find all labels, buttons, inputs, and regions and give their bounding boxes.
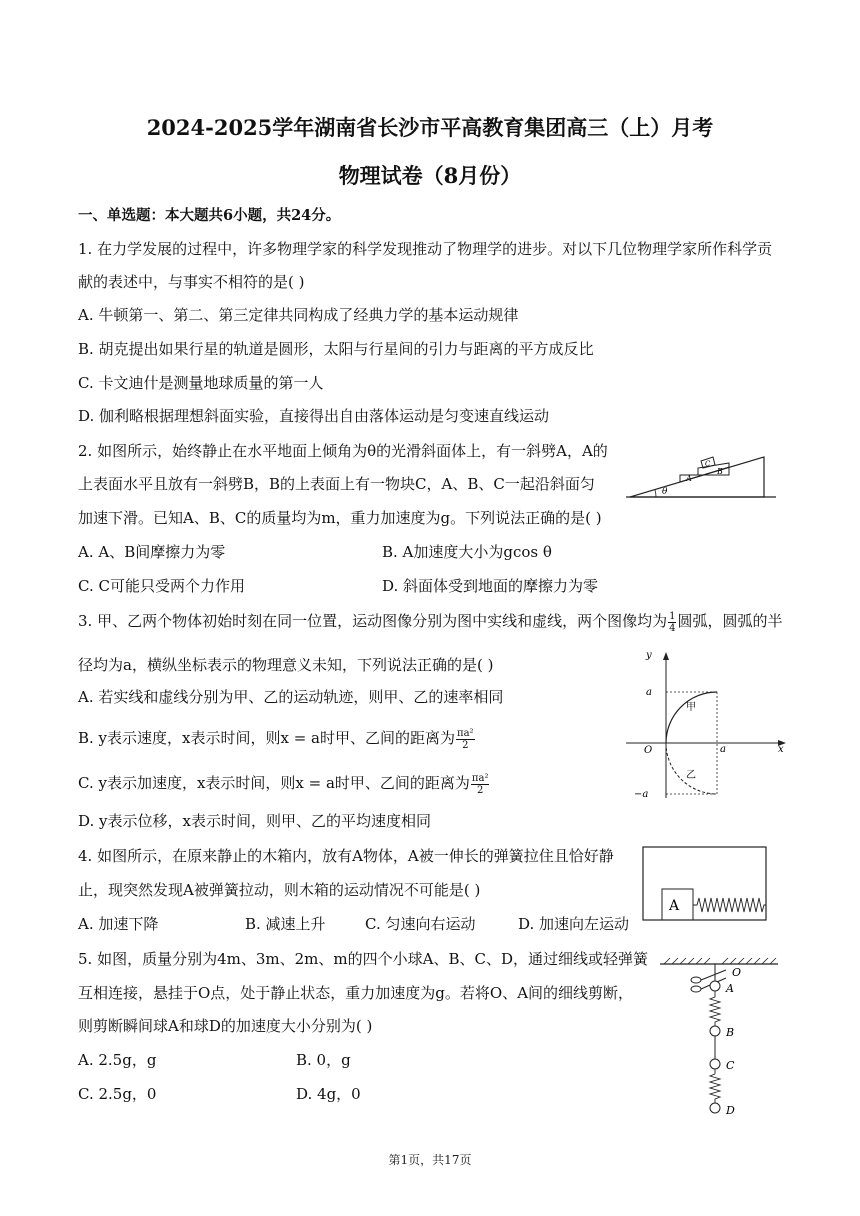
- q2-option-d: D. 斜面体受到地面的摩擦力为零: [382, 577, 599, 595]
- q5-stem-line1: 5. 如图，质量分别为4m、3m、2m、m的四个小球A、B、C、D，通过细线或轻弹簧: [78, 950, 648, 968]
- q4-stem-line2: 止，现突然发现A被弹簧拉动，则木箱的运动情况不可能是( ): [78, 881, 481, 899]
- q3-option-a: A. 若实线和虚线分别为甲、乙的运动轨迹，则甲、乙的速率相同: [78, 688, 504, 706]
- q5-stem-line2: 互相连接，悬挂于O点，处于静止状态，重力加速度为g。若将O、A间的细线剪断，: [78, 984, 634, 1002]
- section-heading: 一、单选题：本大题共6小题，共24分。: [78, 207, 341, 224]
- q3-stem-line1: 3. 甲、乙两个物体初始时刻在同一位置，运动图像分别为图中实线和虚线，两个图像均为 $\frac{1}{4}$ 圆弧，圆弧的半: [78, 610, 783, 634]
- q2-option-c: C. C可能只受两个力作用: [78, 577, 245, 595]
- q3-option-c: C. y表示加速度，x表示时间，则x = a时甲、乙间的距离为 $\frac{\text{πa²}}{2}$: [78, 772, 489, 796]
- q3-jia-label: 甲: [686, 702, 696, 713]
- q3-a-right-label: a: [720, 744, 726, 755]
- q3-arc-graph: [620, 648, 790, 800]
- q2-theta-label: θ: [662, 487, 668, 497]
- q4-block-label: A: [669, 898, 680, 914]
- q4-option-a: A. 加速下降: [78, 915, 159, 933]
- q5-label-b: B: [726, 1026, 735, 1039]
- q3-a-top-label: a: [646, 687, 652, 698]
- q2-stem-line2: 上表面水平且放有一斜劈B，B的上表面上有一物块C，A、B、C一起沿斜面匀: [78, 475, 595, 493]
- q3-origin-label: O: [644, 745, 653, 756]
- q1-stem-line1: 1. 在力学发展的过程中，许多物理学家的科学发现推动了物理学的进步。对以下几位物理学家所作科学贡: [78, 240, 773, 258]
- exam-title-line1: 2024-2025学年湖南省长沙市平高教育集团高三（上）月考: [146, 115, 714, 140]
- q4-stem-line1: 4. 如图所示，在原来静止的木箱内，放有A物体，A被一伸长的弹簧拉住且恰好静: [78, 847, 614, 865]
- q3-y-axis-label: y: [646, 650, 652, 661]
- q3-neg-a-label: −a: [634, 789, 649, 800]
- q1-stem-line2: 献的表述中，与事实不相符的是( ): [78, 273, 305, 291]
- q5-option-a: A. 2.5g，g: [78, 1051, 157, 1069]
- q4-option-b: B. 减速上升: [245, 915, 326, 933]
- q2-option-a: A. A、B间摩擦力为零: [78, 543, 226, 561]
- q5-label-a: A: [726, 982, 734, 995]
- q2-option-b: B. A加速度大小为gcos θ: [382, 543, 552, 561]
- q1-option-c: C. 卡文迪什是测量地球质量的第一人: [78, 374, 324, 392]
- q5-label-o: O: [732, 966, 742, 979]
- q2-stem-line3: 加速下滑。已知A、B、C的质量均为m，重力加速度为g。下列说法正确的是( ): [78, 509, 602, 527]
- q5-option-d: D. 4g，0: [296, 1085, 361, 1103]
- q3-option-b: B. y表示速度，x表示时间，则x = a时甲、乙间的距离为 $\frac{\text{πa²}}{2}$: [78, 727, 474, 751]
- q3-quarter-fraction: $\frac{1}{4}$: [669, 610, 676, 634]
- scissors-icon: [691, 970, 726, 992]
- page-number: 第1页，共17页: [388, 1153, 472, 1167]
- q2-label-a: A: [686, 474, 692, 483]
- q1-option-d: D. 伽利略根据理想斜面实验，直接得出自由落体运动是匀变速直线运动: [78, 407, 550, 425]
- q5-label-c: C: [726, 1059, 735, 1072]
- q3-stem-line2: 径均为a，横纵坐标表示的物理意义未知，下列说法正确的是( ): [78, 656, 494, 674]
- q5-label-d: D: [726, 1104, 735, 1117]
- q5-stem-line3: 则剪断瞬间球A和球D的加速度大小分别为( ): [78, 1017, 373, 1035]
- q5-hanging-system-figure: [660, 956, 780, 1120]
- q1-option-a: A. 牛顿第一、第二、第三定律共同构成了经典力学的基本运动规律: [78, 306, 519, 324]
- q5-option-b: B. 0，g: [296, 1051, 351, 1069]
- q3-yi-label: 乙: [686, 770, 696, 781]
- q4-box-spring-figure: [642, 846, 768, 922]
- q3-area-fraction-c: $\frac{\text{πa²}}{2}$: [471, 772, 489, 796]
- exam-title-line2: 物理试卷（8月份）: [338, 163, 522, 188]
- q3-option-d: D. y表示位移，x表示时间，则甲、乙的平均速度相同: [78, 812, 431, 830]
- q3-area-fraction-b: $\frac{\text{πa²}}{2}$: [457, 727, 474, 751]
- q2-label-c: C: [705, 460, 711, 468]
- q1-option-b: B. 胡克提出如果行星的轨道是圆形，太阳与行星间的引力与距离的平方成反比: [78, 340, 594, 358]
- q5-option-c: C. 2.5g，0: [78, 1085, 157, 1103]
- q2-stem-line1: 2. 如图所示，始终静止在水平地面上倾角为θ的光滑斜面体上，有一斜劈A，A的: [78, 442, 608, 460]
- q4-option-d: D. 加速向左运动: [518, 915, 630, 933]
- q2-incline-figure: [626, 440, 776, 502]
- q3-x-axis-label: x: [778, 744, 784, 755]
- q2-label-b: B: [717, 467, 723, 476]
- q4-option-c: C. 匀速向右运动: [365, 915, 476, 933]
